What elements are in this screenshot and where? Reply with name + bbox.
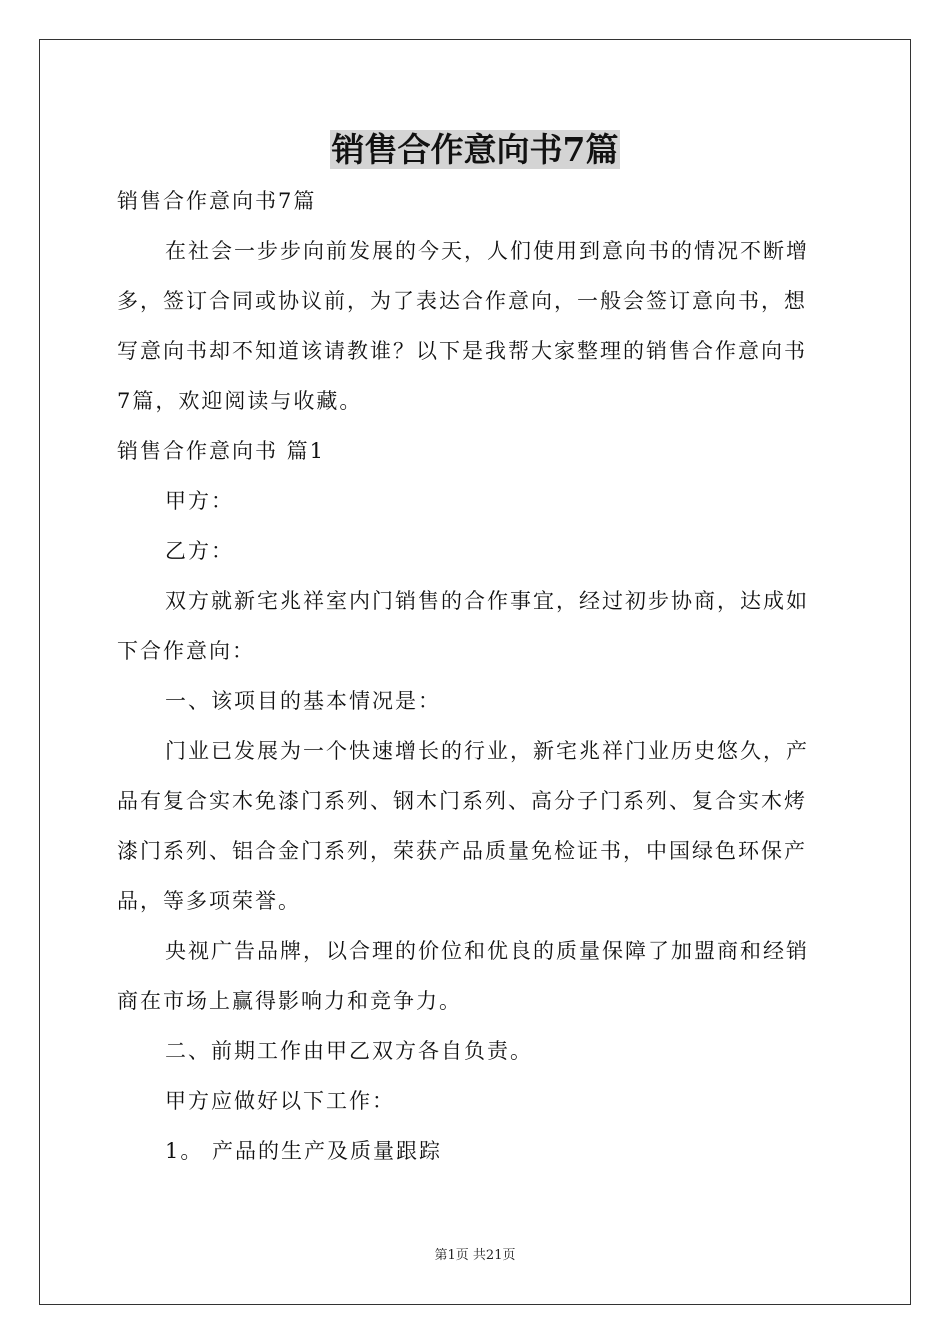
intro-paragraph-line: 写意向书却不知道该请教谁？以下是我帮大家整理的销售合作意向书 xyxy=(117,339,807,363)
agreement-paragraph-line: 双方就新宅兆祥室内门销售的合作事宜，经过初步协商，达成如 xyxy=(165,589,809,613)
document-body xyxy=(117,176,835,1176)
document-title-text: 销售合作意向书7篇 xyxy=(331,130,619,169)
party-a-duties: 甲方应做好以下工作： xyxy=(165,1089,395,1113)
brand-paragraph-line: 央视广告品牌，以合理的价位和优良的质量保障了加盟商和经销 xyxy=(165,939,809,963)
intro-paragraph-line: 在社会一步步向前发展的今天，人们使用到意向书的情况不断增 xyxy=(165,239,809,263)
party-a-label: 甲方： xyxy=(165,489,234,513)
subtitle-line: 销售合作意向书7篇 xyxy=(117,189,317,213)
project-paragraph-line: 品，等多项荣誉。 xyxy=(117,889,301,913)
brand-paragraph-line: 商在市场上赢得影响力和竞争力。 xyxy=(117,989,462,1013)
project-paragraph-line: 品有复合实木免漆门系列、钢木门系列、高分子门系列、复合实木烤 xyxy=(117,789,807,813)
intro-paragraph-line: 7篇，欢迎阅读与收藏。 xyxy=(117,389,363,413)
document-title xyxy=(0,128,950,172)
clause-heading: 一、该项目的基本情况是： xyxy=(165,689,441,713)
intro-paragraph-line: 多，签订合同或协议前，为了表达合作意向，一般会签订意向书，想 xyxy=(117,289,807,313)
party-b-label: 乙方： xyxy=(165,539,234,563)
page-number: 第1页 共21页 xyxy=(434,1248,516,1263)
project-paragraph-line: 门业已发展为一个快速增长的行业，新宅兆祥门业历史悠久，产 xyxy=(165,739,809,763)
section-heading: 销售合作意向书 篇1 xyxy=(117,439,326,463)
project-paragraph-line: 漆门系列、铝合金门系列，荣获产品质量免检证书，中国绿色环保产 xyxy=(117,839,807,863)
clause-heading: 二、前期工作由甲乙双方各自负责。 xyxy=(165,1039,533,1063)
agreement-paragraph-line: 下合作意向： xyxy=(117,639,255,663)
list-item: 1。 产品的生产及质量跟踪 xyxy=(165,1139,443,1163)
